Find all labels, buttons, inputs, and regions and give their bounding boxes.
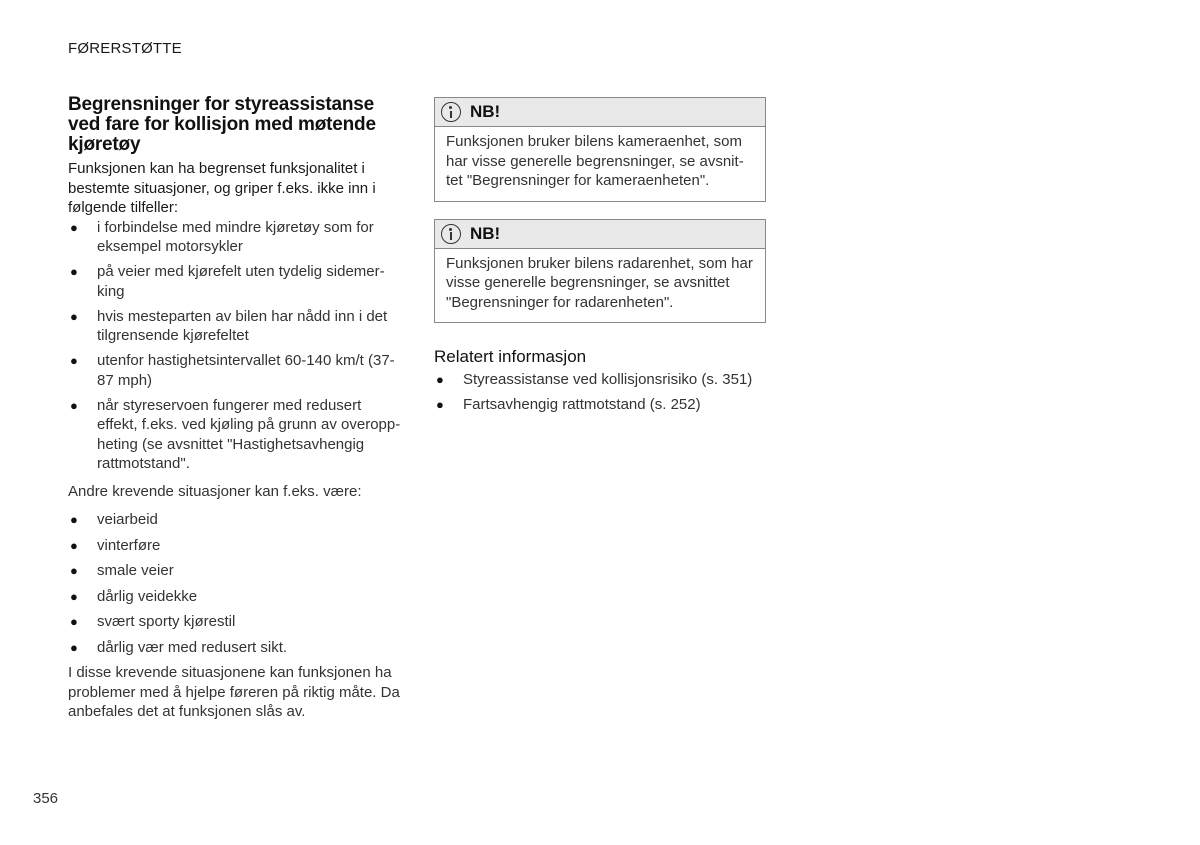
bullet-icon: ● (70, 537, 78, 553)
related-link[interactable]: ● Fartsavhengig rattmotstand (s. 252) (436, 396, 701, 413)
bullet-icon: ● (70, 588, 78, 604)
list-item: ● hvis mesteparten av bilen har nådd inn i det tilgrensende kjørefeltet (70, 307, 388, 344)
list-item: ● dårlig veidekke (70, 587, 198, 605)
related-info-heading: Relatert informasjon (434, 347, 587, 366)
bullet-icon: ● (436, 397, 444, 412)
other-situations-intro: Andre krevende situasjoner kan f.eks. være: (68, 482, 362, 500)
note-text: Funksjonen bruker bilens kameraenhet, som har visse generelle begrensninger, se avsnittet "Begrensninger for kameraenheten". (446, 133, 744, 189)
section-header: FØRERSTØTTE (68, 40, 182, 57)
note-box-radar (434, 219, 766, 324)
conclusion-paragraph: I disse krevende situasjonene kan funksjonen ha problemer med å hjelpe føreren på riktig måte. Da anbefales det at funksjonen slås av. (68, 664, 400, 720)
note-title: NB! (470, 102, 501, 121)
bullet-icon: ● (70, 563, 78, 578)
list-item: ● i forbindelse med mindre kjøretøy som for eksempel motorsykler (70, 218, 374, 255)
info-icon (441, 102, 461, 122)
bullet-icon: ● (70, 308, 78, 324)
other-situations-list (68, 510, 404, 657)
side-column (434, 97, 766, 420)
list-item: ● dårlig vær med redusert sikt. (70, 638, 288, 656)
bullet-icon: ● (70, 264, 78, 279)
list-item: ● på veier med kjørefelt uten tydelig sidemerking (70, 263, 385, 300)
list-item: ● smale veier (70, 562, 174, 579)
bullet-icon: ● (70, 639, 78, 655)
related-info-list (434, 370, 766, 415)
limitations-list (68, 218, 404, 474)
main-column (68, 95, 404, 722)
bullet-icon: ● (436, 372, 444, 387)
list-item: ● svært sporty kjørestil (70, 613, 236, 630)
note-box-camera (434, 97, 766, 202)
related-link[interactable]: ● Styreassistanse ved kollisjonsrisiko (s. 351) (436, 371, 753, 388)
list-item: ● vinterføre (70, 536, 161, 554)
list-item: ● veiarbeid (70, 511, 158, 528)
bullet-icon: ● (70, 353, 78, 368)
page-title: Begrensninger for styreassistanse ved fare for kollisjon med møtende kjøretøy (68, 94, 376, 155)
note-header (435, 98, 765, 127)
note-text: Funksjonen bruker bilens radarenhet, som har visse generelle begrensninger, se avsnittet "Begrensninger for radarenheten". (446, 254, 753, 311)
list-item: ● når styreservoen fungerer med redusert effekt, f.eks. ved kjøling på grunn av overoppheting (se avsnittet "Hastighetsavhengig rattmotstand". (70, 396, 401, 472)
note-title: NB! (470, 223, 501, 243)
note-header (435, 220, 765, 249)
bullet-icon: ● (70, 512, 78, 527)
bullet-icon: ● (70, 614, 78, 629)
info-icon (441, 224, 461, 244)
intro-paragraph: Funksjonen kan ha begrenset funksjonalitet i bestemte situasjoner, og griper f.eks. ikke inn i følgende tilfeller: (68, 160, 376, 216)
list-item: ● utenfor hastighetsintervallet 60-140 km/t (37-87 mph) (70, 352, 395, 389)
page-number: 356 (33, 790, 59, 807)
bullet-icon: ● (70, 397, 78, 413)
bullet-icon: ● (70, 219, 78, 235)
